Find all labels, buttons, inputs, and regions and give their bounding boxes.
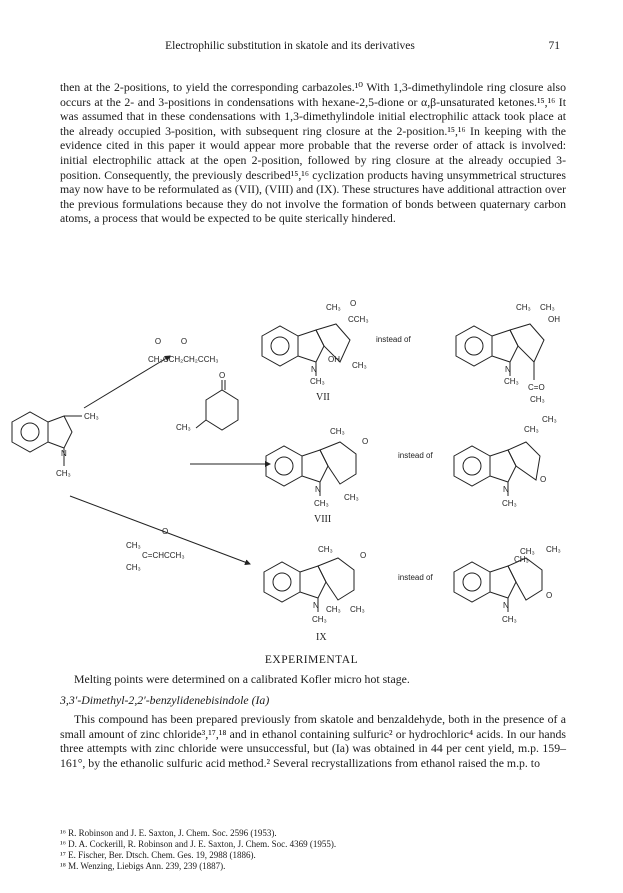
vii-cch3: CCH₃	[348, 315, 369, 324]
ix-alt-n: N	[503, 601, 509, 610]
viii-ch3-ring: CH₃	[344, 493, 359, 502]
viii-instead-of: instead of	[398, 451, 433, 460]
vii-alt-co: C=O	[528, 383, 545, 392]
experimental-heading: EXPERIMENTAL	[264, 654, 359, 666]
reagent-top-o1: O	[154, 337, 162, 346]
reagent-bottom-o: O	[162, 527, 169, 536]
methylcyclohexenone-structure	[196, 380, 238, 430]
viii-alt-n: N	[503, 485, 509, 494]
ix-n: N	[313, 601, 319, 610]
intro-paragraph: then at the 2-positions, to yield the corresponding carbazoles.¹⁰ With 1,3-dimethylindole ring closure also occurs at the 2- and 3-positions in condensations with hexane-2,5-dione or α,β-unsaturated ketones.¹⁵,¹⁶ It was assumed that in these condensations with 1,3-dimethylindole initial electrophilic attack took place at the already occupied 3-position, with subsequent ring closure at the 2-position.¹⁵,¹⁶ In keeping with the evidence cited in this paper it would appear more probable that the reverse order of attack is involved: initial electrophilic attack at the open 2-position, followed by ring closure at the already occupied 3-position. Consequently, the previously described¹⁵,¹⁶ cyclization products having unsymmetrical structures may now have to be reformulated as (VII), (VIII) and (IX). These structures have additional attraction over the previous formulations because they do not involve the formation of bonds between quaternary carbon atoms, a process that would be expected to be quite sterically hindered.	[60, 80, 566, 226]
vii-alt-ch3-b: CH₃	[540, 303, 555, 312]
footnote: ¹⁷ E. Fischer, Ber. Dtsch. Chem. Ges. 19, 2988 (1886).	[60, 850, 256, 860]
vii-instead-of: instead of	[376, 335, 411, 344]
ix-ch3-n: CH₃	[312, 615, 327, 624]
ix-alt-ch3-a: CH₃	[520, 547, 535, 556]
page-number: 71	[548, 40, 560, 52]
reagent-bottom-ch3-b: CH₃	[126, 563, 141, 572]
viii-alt-o: O	[540, 475, 547, 484]
start-ch3-ring: CH₃	[84, 412, 99, 421]
footnote: ¹⁶ R. Robinson and J. E. Saxton, J. Chem. Soc. 2596 (1953).	[60, 828, 277, 838]
ix-alt-ch3-n: CH₃	[502, 615, 517, 624]
compound-heading: 3,3′-Dimethyl-2,2′-benzylidenebisindole (Ia)	[60, 693, 270, 707]
label-ix: IX	[316, 632, 327, 643]
start-n-ch3: CH₃	[56, 469, 71, 478]
reagent-top-formula: CH₃CCH₂CH₂CCH₃	[148, 355, 219, 364]
ix-ch3-top: CH₃	[318, 545, 333, 554]
viii-alt-ch3-top: CH₃	[542, 415, 557, 424]
reagent-top-o2: O	[180, 337, 188, 346]
viii-alt-ch3-n: CH₃	[502, 499, 517, 508]
reagent-mid-o: O	[219, 371, 226, 380]
ix-ch3-b: CH₃	[350, 605, 365, 614]
footnotes	[60, 828, 566, 872]
ix-alt-ch3-c: CH₃	[514, 555, 529, 564]
vii-ch3-top: CH₃	[326, 303, 341, 312]
starting-indole-structure	[12, 412, 82, 466]
vii-alt-ch3-a: CH₃	[516, 303, 531, 312]
product-ix-structure	[264, 558, 354, 612]
ix-alt-ch3-b: CH₃	[546, 545, 561, 554]
viii-ch3-top: CH₃	[330, 427, 345, 436]
product-vii-structure	[262, 324, 350, 376]
viii-o: O	[362, 437, 369, 446]
product-ix-alt-structure	[454, 558, 542, 612]
vii-ch3-right: CH₃	[352, 361, 367, 370]
label-viii: VIII	[314, 514, 332, 525]
reagent-mid-ch3: CH₃	[176, 423, 191, 432]
melting-points-line: Melting points were determined on a calibrated Kofler micro hot stage.	[74, 672, 410, 686]
vii-alt-ch3-n: CH₃	[504, 377, 519, 386]
vii-o: O	[350, 299, 357, 308]
ix-instead-of: instead of	[398, 573, 433, 582]
running-title: Electrophilic substitution in skatole and its derivatives	[165, 40, 415, 52]
ix-ch3-a: CH₃	[326, 605, 341, 614]
viii-alt-ch3-b: CH₃	[524, 425, 539, 434]
vii-ch3-n: CH₃	[310, 377, 325, 386]
product-viii-structure	[266, 442, 356, 496]
compound-paragraph: This compound has been prepared previously from skatole and benzaldehyde, both in the presence of a small amount of zinc chloride³,¹⁷,¹⁸ and in ethanol containing sulfuric² or hydrochloric⁴ acids. In our hands three attempts with zinc chloride were unsuccessful, but (Ia) was obtained in 44 per cent yield, m.p. 159–161°, by the ethanolic sulfuric acid method.² Several recrystallizations from ethanol raised the m.p. to	[60, 712, 566, 770]
vii-alt-oh: OH	[548, 315, 560, 324]
page-header	[60, 40, 560, 56]
product-vii-alt-structure	[456, 324, 544, 380]
viii-n: N	[315, 485, 321, 494]
reaction-scheme	[0, 296, 623, 652]
ix-o: O	[360, 551, 367, 560]
footnote: ¹⁶ D. A. Cockerill, R. Robinson and J. E. Saxton, J. Chem. Soc. 4369 (1955).	[60, 839, 337, 849]
vii-alt-ch3-bottom: CH₃	[530, 395, 545, 404]
viii-ch3-n: CH₃	[314, 499, 329, 508]
label-vii: VII	[316, 392, 330, 403]
reagent-bottom-ch3-a: CH₃	[126, 541, 141, 550]
product-viii-alt-structure	[454, 442, 540, 496]
start-n: N	[61, 449, 67, 458]
vii-n: N	[311, 365, 317, 374]
ix-alt-o: O	[546, 591, 553, 600]
footnote: ¹⁸ M. Wenzing, Liebigs Ann. 239, 239 (1887).	[60, 861, 226, 871]
vii-oh: OH	[328, 355, 340, 364]
reagent-bottom-core: C=CHCCH₃	[142, 551, 185, 560]
vii-alt-n: N	[505, 365, 511, 374]
